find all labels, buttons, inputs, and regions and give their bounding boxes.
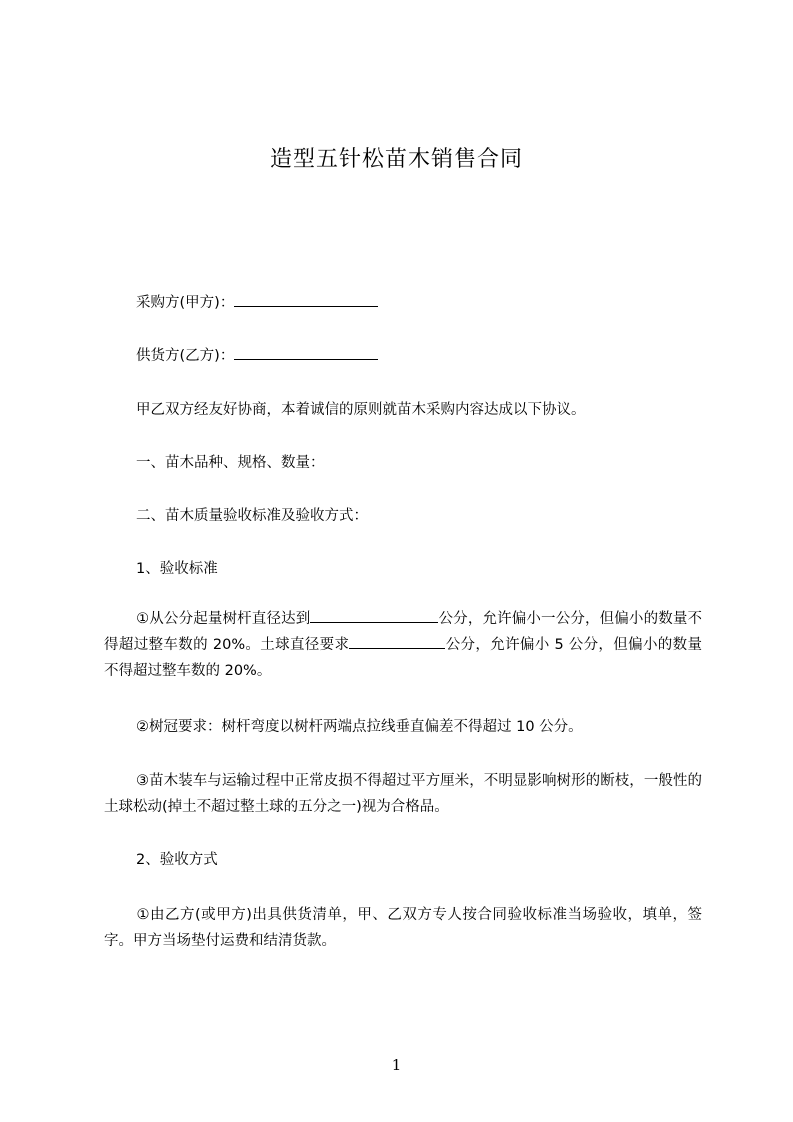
subheading-acceptance-method: 2、验收方式 bbox=[136, 852, 218, 868]
clause-item-2: ②树冠要求：树杆弯度以树杆两端点拉线垂直偏差不得超过 10 公分。 bbox=[136, 719, 583, 735]
subheading-acceptance-standard: 1、验收标准 bbox=[136, 561, 218, 577]
clause-item-1-part-a: ①从公分起量树杆直径达到 bbox=[136, 611, 311, 627]
document-title: 造型五针松苗木销售合同 bbox=[269, 147, 523, 172]
trunk-diameter-blank bbox=[310, 607, 438, 623]
buyer-blank bbox=[234, 291, 378, 307]
intro-paragraph: 甲乙双方经友好协商，本着诚信的原则就苗木采购内容达成以下协议。 bbox=[136, 402, 586, 418]
page-number: 1 bbox=[391, 1056, 402, 1074]
seller-line bbox=[136, 344, 378, 366]
clause-item-4: ①由乙方(或甲方)出具供货清单，甲、乙双方专人按合同验收标准当场验收，填单，签字。甲方当场垫付运费和结清货款。 bbox=[104, 907, 702, 949]
clause-item-1-part-b: 公分，允许偏小一公分，但偏小的数量不得超过整车数的 20%。土球直径要求 bbox=[104, 611, 703, 653]
section-heading-2: 二、苗木质量验收标准及验收方式： bbox=[136, 508, 368, 524]
clause-item-3: ③苗木装车与运输过程中正常皮损不得超过平方厘米，不明显影响树形的断枝，一般性的土球松动(掉土不超过整土球的五分之一)视为合格品。 bbox=[104, 773, 702, 815]
buyer-line bbox=[136, 291, 378, 313]
root-ball-diameter-blank bbox=[349, 633, 445, 649]
buyer-label: 采购方(甲方)： bbox=[136, 295, 235, 311]
seller-blank bbox=[234, 344, 378, 360]
seller-label: 供货方(乙方)： bbox=[136, 348, 235, 364]
clause-item-1-part-c: 公分，允许偏小 5 公分，但偏小的数量不得超过整车数的 20%。 bbox=[104, 637, 702, 679]
clause-item-1 bbox=[104, 606, 702, 684]
section-heading-1: 一、苗木品种、规格、数量： bbox=[136, 455, 325, 471]
